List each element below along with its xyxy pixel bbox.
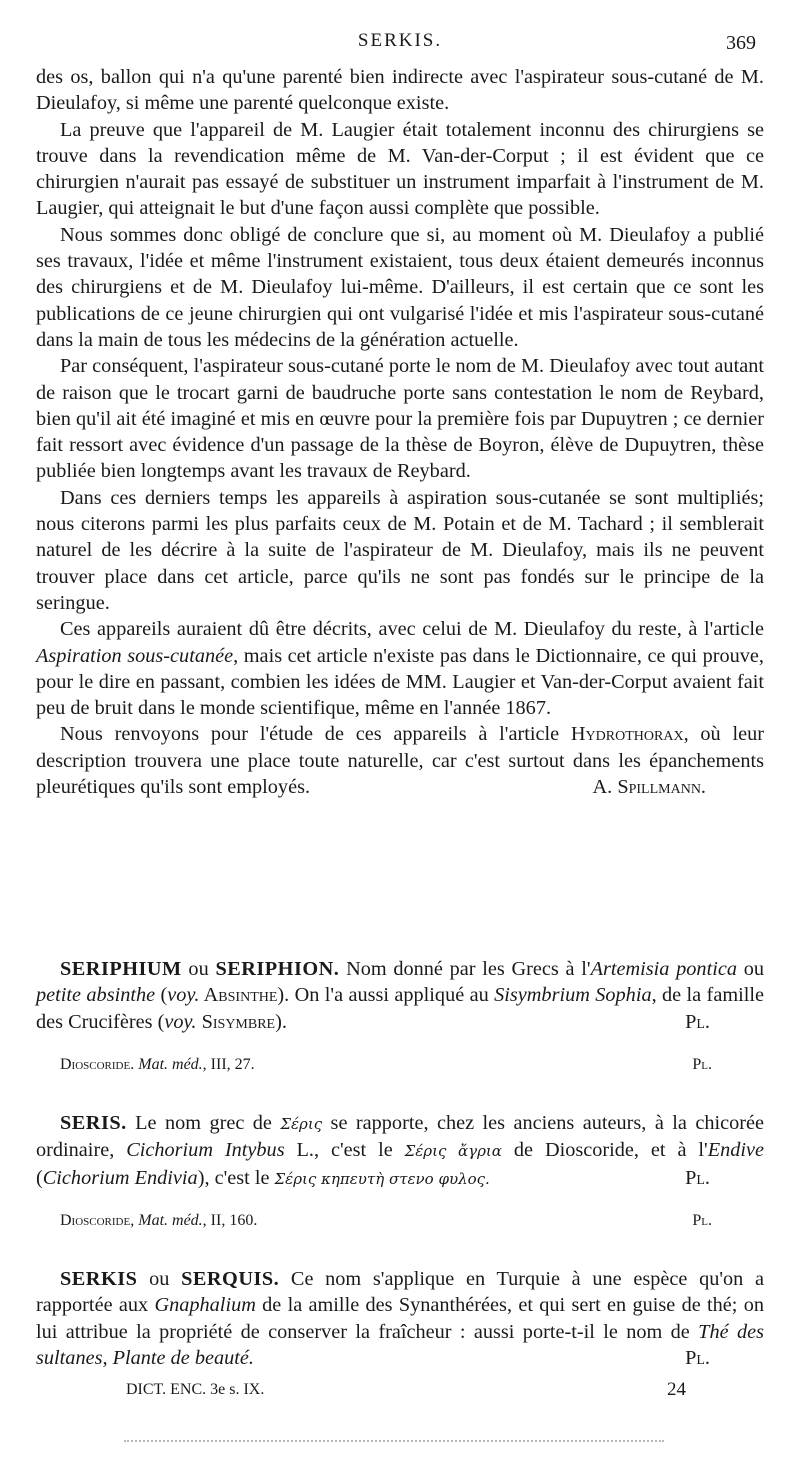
- bibliography-reference: Dioscoride, Mat. méd., II, 160. Pl.: [60, 1212, 712, 1229]
- author-initials: Pl.: [692, 1056, 712, 1073]
- paragraph: Dans ces derniers temps les appareils à aspiration sous-cutanée se sont multipliés; nous citerons parmi les plus parfaits ceux de M. Potain et de M. Tachard ; il semblerait naturel de les décrire à la suite de l'aspirateur de M. Dieulafoy, mais ils ne peuvent trouver place dans cet article, parce qu'ils ne sont pas fondés sur le principe de la seringue.: [36, 486, 764, 614]
- greek-term: Σέρις ἄγρια: [404, 1142, 502, 1161]
- sheet-number: 24: [667, 1379, 686, 1400]
- headword: SERIS.: [60, 1112, 127, 1134]
- cross-reference: Aspiration sous-cutanée: [36, 644, 234, 667]
- paragraph: Nous renvoyons pour l'étude de ces appareils à l'article Hydrothorax, où leur description trouvera une place toute naturelle, car c'est surtout dans les épanchements pleurétiques qu'ils sont employés. A. Spillmann.: [36, 721, 764, 800]
- author-initials: Pl.: [685, 1166, 710, 1189]
- author-signature: A. Spillmann.: [592, 776, 706, 799]
- entry-serkis: SERKIS ou SERQUIS. Ce nom s'applique en Turquie à une espèce qu'on a rapportée aux Gnaphalium de la amille des Synanthérées, et qui sert en guise de thé; on lui attribue la propriété de conserver la fraîcheur : aussi porte-t-il le nom de Thé des sultanes, Plante de beauté. Pl.: [36, 1266, 764, 1371]
- author-initials: Pl.: [685, 1010, 710, 1033]
- author-initials: Pl.: [685, 1346, 710, 1369]
- entry-seriphium: SERIPHIUM ou SERIPHION. Nom donné par les Grecs à l'Artemisia pontica ou petite absinthe (voy. Absinthe). On l'a aussi appliqué au Sisymbrium Sophia, de la famille des Crucifères (voy. Sisymbre). Pl.: [36, 956, 764, 1035]
- article-continuation: [36, 64, 764, 800]
- headword: SERIPHIUM: [60, 958, 182, 980]
- greek-term: Σέρις κηπευτὴ στενο φυλος.: [274, 1169, 490, 1188]
- page-edge-dots: [124, 1440, 664, 1442]
- paragraph: Nous sommes donc obligé de conclure que si, au moment où M. Dieulafoy a publié ses travaux, l'idée et même l'instrument existaient, tous deux étaient demeurés inconnus des chirurgiens et de M. Dieulafoy lui-même. D'ailleurs, il est certain que ce sont les publications de ce jeune chirurgien qui ont vulgarisé l'idée et mis l'aspirateur sous-cutané dans la main de tous les médecins de la génération actuelle.: [36, 223, 764, 351]
- headword: SERQUIS.: [181, 1268, 280, 1290]
- headword: SERIPHION.: [215, 958, 340, 980]
- signature-mark: DICT. ENC. 3e s. IX.: [126, 1381, 265, 1398]
- author-initials: Pl.: [692, 1212, 712, 1229]
- paragraph: des os, ballon qui n'a qu'une parenté bien indirecte avec l'aspirateur sous-cutané de M. Dieulafoy, si même une parenté quelconque existe.: [36, 66, 764, 115]
- greek-term: Σέρις: [280, 1115, 323, 1133]
- signature-line: [126, 1381, 686, 1399]
- paragraph: Ces appareils auraient dû être décrits, avec celui de M. Dieulafoy du reste, à l'article Aspiration sous-cutanée, mais cet article n'existe pas dans le Dictionnaire, ce qui prouve, pour le dire en passant, combien les idées de MM. Laugier et Van-der-Corput avaient fait peu de bruit dans le monde scientifique, même en l'année 1867.: [36, 618, 764, 720]
- page-number: 369: [726, 32, 756, 54]
- bibliography-reference: Dioscoride. Mat. méd., III, 27. Pl.: [60, 1056, 712, 1073]
- paragraph: Par conséquent, l'aspirateur sous-cutané porte le nom de M. Dieulafoy avec tout autant de raison que le trocart garni de baudruche porte sans contestation le nom de Reybard, bien qu'il ait été imaginé et mis en œuvre pour la première fois par Dupuytren ; ce dernier fait ressort avec évidence d'un passage de la thèse de Boyron, élève de Dupuytren, thèse publiée bien longtemps avant les travaux de Reybard.: [36, 355, 764, 483]
- running-head-title: SERKIS.: [357, 30, 443, 51]
- paragraph: La preuve que l'appareil de M. Laugier était totalement inconnu des chirurgiens se trouve dans la revendication même de M. Van-der-Corput ; il est évident que ce chirurgien n'aurait pas essayé de substituer un instrument imparfait à l'instrument de M. Laugier, qui atteignait le but d'une façon aussi complète que possible.: [36, 118, 764, 220]
- cross-reference: Hydrothorax: [570, 723, 684, 746]
- entry-seris: SERIS. Le nom grec de Σέρις se rapporte, chez les anciens auteurs, à la chicorée ordinaire, Cichorium Intybus L., c'est le Σέρις ἄγρια de Dioscoride, et à l'Endive (Cichorium Endivia), c'est le Σέρις κηπευτὴ στενο φυλος. Pl.: [36, 1110, 764, 1192]
- running-head: [0, 30, 800, 56]
- headword: SERKIS: [60, 1268, 138, 1290]
